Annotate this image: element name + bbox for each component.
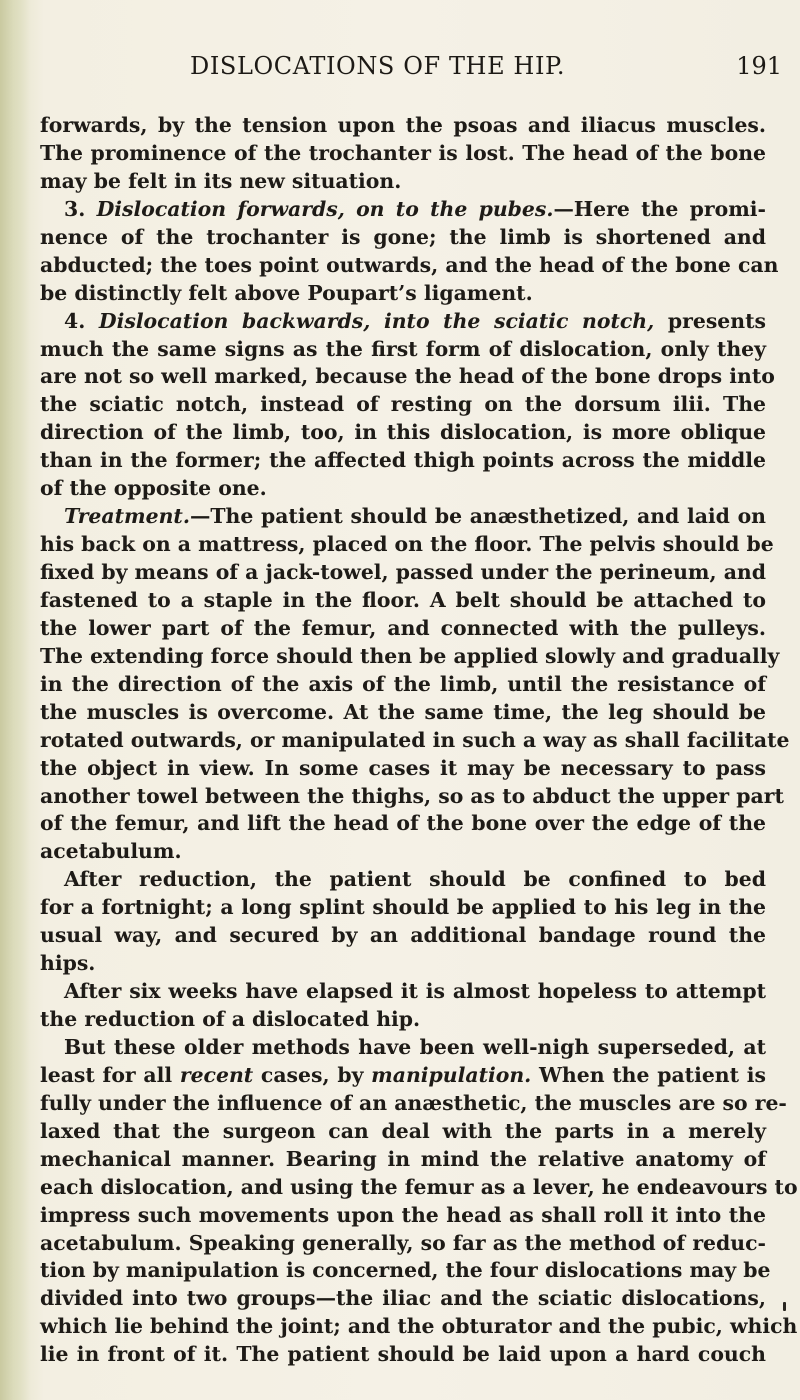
text-run: laxed that the surgeon can deal with the parts in a merely <box>40 1118 766 1143</box>
text-run: After reduction, the patient should be confined to bed <box>64 867 766 892</box>
text-run: rotated outwards, or manipulated in such a way as shall facilitate <box>40 727 790 752</box>
text-run: fully under the influence of an anæsthetic, the muscles are so re- <box>40 1090 787 1115</box>
text-line <box>40 168 766 196</box>
text-run: nence of the trochanter is gone; the limb is shortened and <box>40 224 766 249</box>
text-run: of the opposite one. <box>40 476 267 501</box>
text-line <box>40 252 779 280</box>
text-line <box>40 503 766 531</box>
body-text <box>40 112 798 1369</box>
text-line <box>40 280 766 308</box>
binding-gutter <box>0 0 30 1400</box>
text-run: hips. <box>40 951 96 976</box>
page-number: 191 <box>736 52 782 80</box>
text-line <box>40 727 790 755</box>
text-run: the muscles is overcome. At the same time, the leg should be <box>40 699 766 724</box>
text-line <box>40 587 766 615</box>
text-run: for a fortnight; a long splint should be applied to his leg in the <box>40 895 766 920</box>
text-run: cases, by <box>253 1062 372 1087</box>
text-line <box>40 196 766 224</box>
text-run: acetabulum. Speaking generally, so far as the method of reduc- <box>40 1230 766 1255</box>
text-run: fixed by means of a jack-towel, passed under the perineum, and <box>40 560 766 584</box>
text-line <box>40 922 766 950</box>
stray-print-mark <box>783 1302 786 1311</box>
text-line <box>40 615 766 643</box>
text-line <box>40 363 775 391</box>
text-line <box>40 950 766 978</box>
text-line <box>40 1230 766 1258</box>
text-line <box>40 559 766 587</box>
text-line <box>40 531 774 559</box>
text-line <box>40 391 766 419</box>
text-run: usual way, and secured by an additional bandage round the <box>40 923 766 948</box>
text-run: abducted; the toes point outwards, and the head of the bone can <box>40 252 779 277</box>
italic-text: Dislocation backwards, into the sciatic notch, <box>98 308 655 333</box>
text-line <box>40 475 766 503</box>
text-run: When the patient is <box>531 1062 767 1087</box>
text-run: the lower part of the femur, and connected with the pulleys. <box>40 615 766 640</box>
text-line <box>40 866 766 894</box>
text-line <box>40 447 766 475</box>
text-run: lie in front of it. The patient should be laid upon a hard couch <box>40 1342 766 1367</box>
running-header <box>40 52 790 88</box>
text-line <box>40 1006 766 1034</box>
text-line <box>40 1090 787 1118</box>
text-line <box>40 308 766 336</box>
text-run: tion by manipulation is concerned, the four dislocations may be <box>40 1258 771 1283</box>
text-run: the sciatic notch, instead of resting on the dorsum ilii. The <box>40 392 766 417</box>
italic-text: Dislocation forwards, on to the pubes. <box>96 196 554 221</box>
italic-text: recent <box>179 1062 254 1087</box>
text-run: may be felt in its new situation. <box>40 168 402 193</box>
text-run: divided into two groups—the iliac and the sciatic dislocations, <box>40 1286 766 1311</box>
text-run: than in the former; the affected thigh points across the middle <box>40 448 766 473</box>
text-line <box>40 978 766 1006</box>
text-run: direction of the limb, too, in this dislocation, is more oblique <box>40 420 766 445</box>
text-run: least for all <box>40 1062 180 1087</box>
text-line <box>40 894 766 922</box>
text-run: impress such movements upon the head as shall roll it into the <box>40 1202 766 1227</box>
text-run: be distinctly felt above Poupart’s ligament. <box>40 280 533 305</box>
text-line <box>40 1146 766 1174</box>
text-run: But these older methods have been well-nigh superseded, at <box>64 1034 766 1059</box>
text-run: fastened to a staple in the floor. A belt should be attached to <box>40 587 766 612</box>
text-line <box>40 1341 766 1369</box>
text-run: in the direction of the axis of the limb, until the resistance of <box>40 671 766 696</box>
text-run: —Here the promi- <box>553 196 766 221</box>
text-run: acetabulum. <box>40 839 182 864</box>
text-line <box>40 838 766 866</box>
text-run: the reduction of a dislocated hip. <box>40 1007 421 1031</box>
text-line <box>40 1202 766 1230</box>
text-line <box>40 336 766 364</box>
text-run: forwards, by the tension upon the psoas and iliacus muscles. <box>40 113 766 137</box>
text-run: are not so well marked, because the head of the bone drops into <box>40 364 775 389</box>
text-line <box>40 1034 766 1062</box>
text-run: of the femur, and lift the head of the bone over the edge of the <box>40 811 766 836</box>
text-run: After six weeks have elapsed it is almost hopeless to attempt <box>64 979 766 1004</box>
text-run: another towel between the thighs, so as to abduct the upper part <box>40 783 784 808</box>
text-run: much the same signs as the first form of dislocation, only they <box>40 336 766 361</box>
text-line <box>40 1285 766 1313</box>
text-line <box>40 1257 771 1285</box>
text-run: The extending force should then be applied slowly and gradually <box>40 643 780 668</box>
text-line <box>40 699 766 727</box>
text-line <box>40 1062 766 1090</box>
text-run: each dislocation, and using the femur as a lever, he endeavours to <box>40 1174 798 1199</box>
text-run: the object in view. In some cases it may be necessary to pass <box>40 755 766 780</box>
text-run: 4. <box>64 308 99 333</box>
text-line <box>40 643 780 671</box>
text-line <box>40 783 784 811</box>
text-run: The prominence of the trochanter is lost. The head of the bone <box>40 140 766 165</box>
text-line <box>40 1313 798 1341</box>
text-line <box>40 419 766 447</box>
text-line <box>40 755 766 783</box>
italic-text: Treatment. <box>64 504 190 529</box>
text-run: his back on a mattress, placed on the floor. The pelvis should be <box>40 532 774 557</box>
text-run: which lie behind the joint; and the obturator and the pubic, which <box>40 1314 798 1339</box>
text-line <box>40 1174 798 1202</box>
text-line <box>40 112 766 140</box>
text-run: 3. <box>64 196 97 221</box>
italic-text: manipulation. <box>371 1062 532 1087</box>
text-line <box>40 671 766 699</box>
text-line <box>40 1118 766 1146</box>
text-run: mechanical manner. Bearing in mind the relative anatomy of <box>40 1146 766 1171</box>
running-title: DISLOCATIONS OF THE HIP. <box>190 52 566 80</box>
text-line <box>40 224 766 252</box>
text-run: presents <box>654 308 766 333</box>
text-line <box>40 140 766 168</box>
text-run: —The patient should be anæsthetized, and laid on <box>189 504 766 529</box>
text-line <box>40 810 766 838</box>
